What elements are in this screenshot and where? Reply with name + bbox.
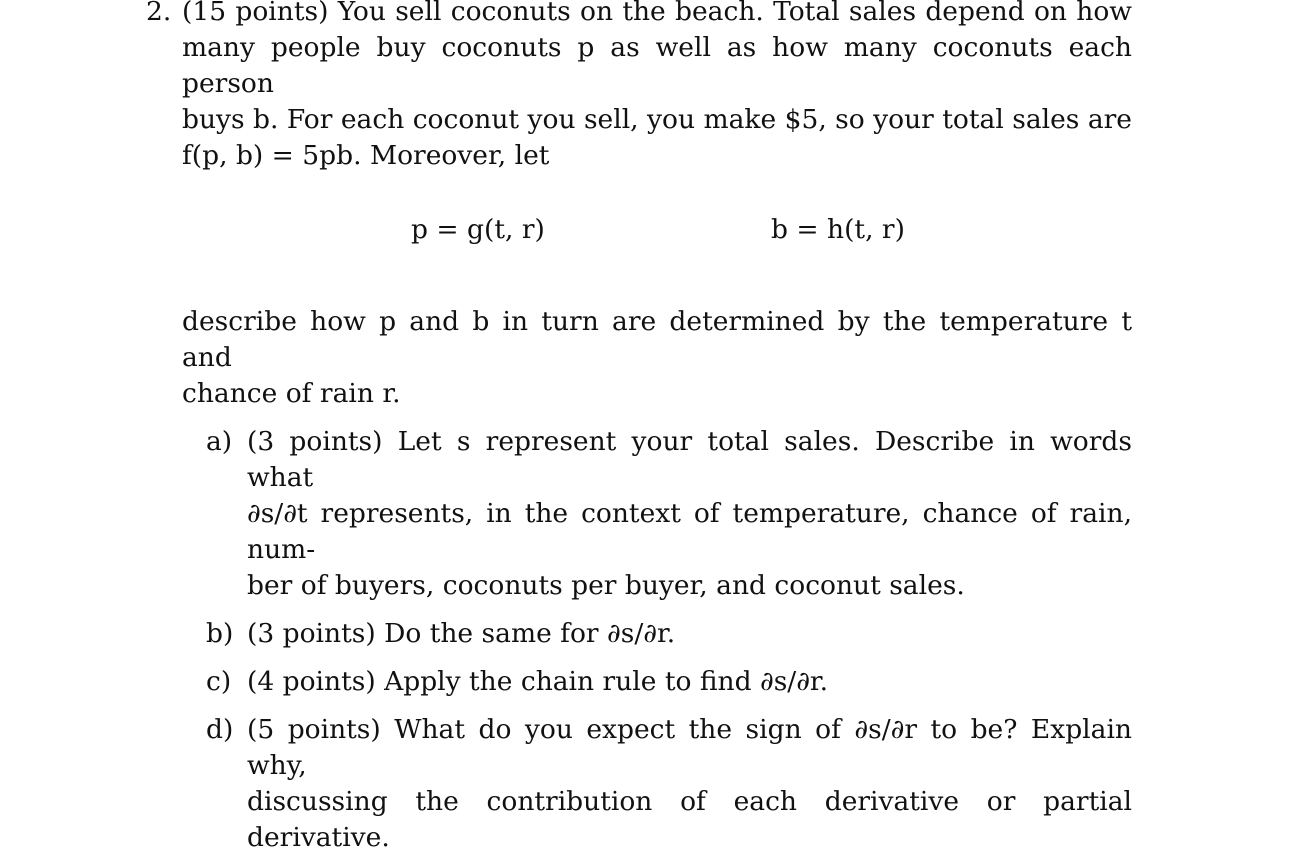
problem-intro [182,0,1132,174]
subpart-d-line-1: (5 points) What do you expect the sign of ∂s/∂r to be? Explain why, [247,714,1132,781]
subpart-d-line-2: discussing the contribution of each derivative or partial derivative. [247,786,1132,853]
subpart-d [182,712,1132,856]
subpart-b [182,616,1132,652]
problem-body [182,0,1132,856]
equation-row [182,174,1132,304]
subpart-label: b) [206,618,234,649]
subpart-b-line-1: (3 points) Do the same for ∂s/∂r. [247,618,676,649]
problem-number: 2. [146,0,172,27]
equation-p: p = g(t, r) [411,214,545,245]
subpart-label: c) [206,666,232,697]
equation-b: b = h(t, r) [771,214,905,245]
subpart-label: d) [206,714,234,745]
problem-2 [146,0,1132,856]
subpart-a-line-2: ∂s/∂t represents, in the context of temperature, chance of rain, num- [247,498,1132,565]
subpart-c [182,664,1132,700]
subpart-a-line-3: ber of buyers, coconuts per buyer, and coconut sales. [247,570,965,601]
intro-line-1: (15 points) You sell coconuts on the beach. Total sales depend on how [182,0,1132,27]
describe-line-1: describe how p and b in turn are determined by the temperature t and [182,306,1132,373]
intro-line-3: buys b. For each coconut you sell, you make $5, so your total sales are [182,104,1132,135]
intro-line-2: many people buy coconuts p as well as how many coconuts each person [182,32,1132,99]
intro-line-4: f(p, b) = 5pb. Moreover, let [182,140,550,171]
subpart-label: a) [206,426,233,457]
subparts-list [182,424,1132,856]
subpart-a [182,424,1132,604]
subpart-c-line-1: (4 points) Apply the chain rule to find ∂s/∂r. [247,666,829,697]
describe-paragraph [182,304,1132,412]
subpart-a-line-1: (3 points) Let s represent your total sales. Describe in words what [247,426,1132,493]
describe-line-2: chance of rain r. [182,378,401,409]
